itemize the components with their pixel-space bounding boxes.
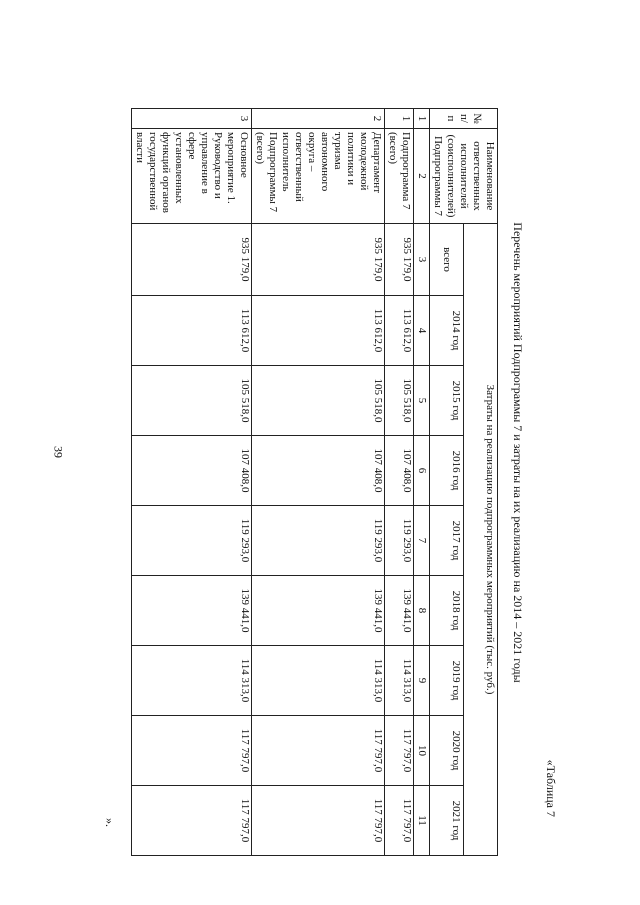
row-value: 117 797,0	[385, 716, 414, 786]
row-value: 105 518,0	[132, 366, 252, 436]
row-value: 105 518,0	[252, 366, 385, 436]
row-value: 935 179,0	[385, 224, 414, 296]
row-value: 107 408,0	[132, 436, 252, 506]
row-value: 105 518,0	[385, 366, 414, 436]
column-number: 7	[414, 506, 430, 576]
column-number: 9	[414, 646, 430, 716]
header-year: 2017 год	[430, 506, 464, 576]
column-number: 10	[414, 716, 430, 786]
header-total: всего	[430, 224, 464, 296]
row-value: 107 408,0	[385, 436, 414, 506]
table-caption: «Таблица 7	[544, 759, 558, 817]
column-number: 8	[414, 576, 430, 646]
row-no: 2	[252, 109, 385, 129]
closing-quote: ».	[103, 818, 117, 827]
row-value: 117 797,0	[252, 786, 385, 856]
row-value: 113 612,0	[132, 296, 252, 366]
row-value: 119 293,0	[132, 506, 252, 576]
table-row	[385, 109, 414, 856]
header-year: 2018 год	[430, 576, 464, 646]
header-year: 2020 год	[430, 716, 464, 786]
header-no: № п/п	[430, 109, 498, 129]
column-numbers-row	[414, 109, 430, 856]
header-name: Наименование ответственных исполнителей (соисполнителей) Подпрограммы 7	[430, 129, 498, 224]
column-number: 4	[414, 296, 430, 366]
table-row	[252, 109, 385, 856]
row-value: 113 612,0	[385, 296, 414, 366]
row-name: Основное мероприятие 1. Руководство и управление в сфере установленных функций органов государственной власти	[132, 129, 252, 224]
costs-table	[131, 108, 498, 856]
header-row-1	[464, 109, 498, 856]
row-name: Подпрограмма 7 (всего)	[385, 129, 414, 224]
column-number: 3	[414, 224, 430, 296]
header-costs-group: Затраты на реализацию подпрограммных мероприятий (тыс. руб.)	[464, 224, 498, 856]
column-number: 1	[414, 109, 430, 129]
row-value: 113 612,0	[252, 296, 385, 366]
header-year: 2019 год	[430, 646, 464, 716]
header-year: 2015 год	[430, 366, 464, 436]
row-name: Департамент молодежной политики и туризма автономного округа – ответственный исполнитель Подпрограммы 7 (всего)	[252, 129, 385, 224]
column-number: 2	[414, 129, 430, 224]
row-value: 114 313,0	[132, 646, 252, 716]
column-number: 6	[414, 436, 430, 506]
column-number: 11	[414, 786, 430, 856]
row-value: 114 313,0	[385, 646, 414, 716]
row-value: 117 797,0	[252, 716, 385, 786]
row-value: 139 441,0	[132, 576, 252, 646]
header-year: 2021 год	[430, 786, 464, 856]
row-value: 107 408,0	[252, 436, 385, 506]
row-value: 139 441,0	[252, 576, 385, 646]
row-value: 139 441,0	[385, 576, 414, 646]
row-no: 1	[385, 109, 414, 129]
row-value: 117 797,0	[385, 786, 414, 856]
row-value: 935 179,0	[252, 224, 385, 296]
table-row	[132, 109, 252, 856]
header-year: 2016 год	[430, 436, 464, 506]
row-value: 117 797,0	[132, 716, 252, 786]
document-title: Перечень мероприятий Подпрограммы 7 и затраты на их реализацию на 2014 – 2021 годы	[511, 222, 525, 683]
header-year: 2014 год	[430, 296, 464, 366]
row-value: 114 313,0	[252, 646, 385, 716]
row-value: 935 179,0	[132, 224, 252, 296]
row-no: 3	[132, 109, 252, 129]
column-number: 5	[414, 366, 430, 436]
row-value: 119 293,0	[385, 506, 414, 576]
row-value: 119 293,0	[252, 506, 385, 576]
row-value: 117 797,0	[132, 786, 252, 856]
page-number: 39	[51, 446, 66, 458]
